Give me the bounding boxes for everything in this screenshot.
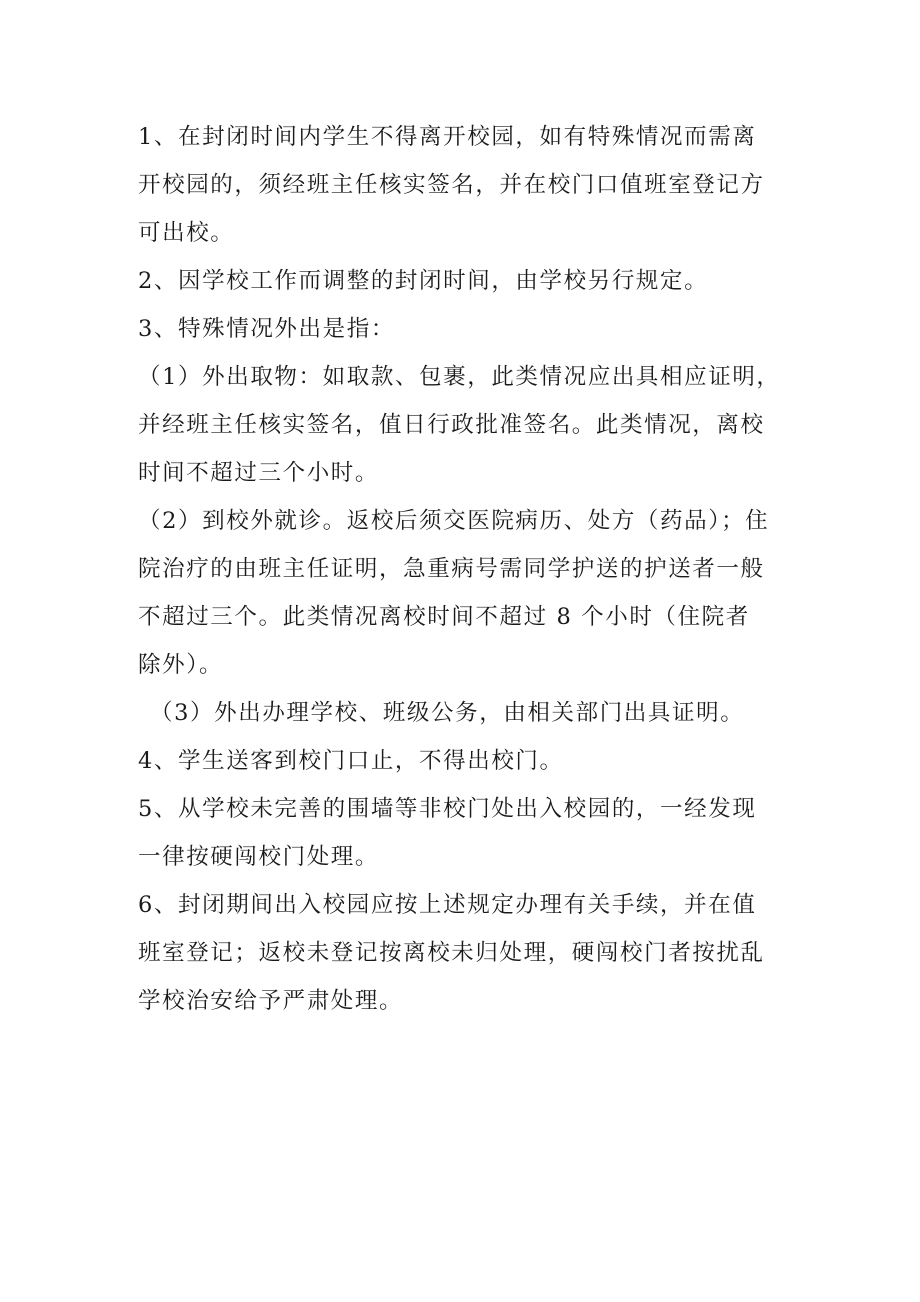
text-line: 不超过三个。此类情况离校时间不超过 8 个小时（住院者 [138, 604, 750, 630]
paragraph-rule-4 [138, 737, 798, 785]
text-line: 一律按硬闯校门处理。 [138, 844, 380, 870]
document-body [138, 113, 798, 1025]
text-line: （1）外出取物：如取款、包裹，此类情况应出具相应证明， [138, 364, 781, 390]
paragraph-rule-3-1 [138, 353, 798, 497]
text-line: 开校园的，须经班主任核实签名，并在校门口值班室登记方 [138, 172, 765, 198]
text-line: 可出校。 [138, 220, 235, 246]
paragraph-rule-3 [138, 305, 798, 353]
text-line: 班室登记；返校未登记按离校未归处理，硬闯校门者按扰乱 [138, 940, 765, 966]
paragraph-rule-2 [138, 257, 798, 305]
text-line: 时间不超过三个小时。 [138, 460, 380, 486]
text-line: 5、从学校未完善的围墙等非校门处出入校园的，一经发现 [138, 796, 757, 822]
paragraph-rule-3-3 [138, 689, 798, 737]
paragraph-rule-1 [138, 113, 798, 257]
paragraph-rule-5 [138, 785, 798, 881]
text-line: （2）到校外就诊。返校后须交医院病历、处方（药品）；住 [138, 508, 770, 534]
text-line: 学校治安给予严肃处理。 [138, 988, 404, 1014]
text-line: 并经班主任核实签名，值日行政批准签名。此类情况，离校 [138, 412, 765, 438]
text-line: 6、封闭期间出入校园应按上述规定办理有关手续，并在值 [138, 892, 757, 918]
text-line: 2、因学校工作而调整的封闭时间，由学校另行规定。 [138, 268, 709, 294]
paragraph-rule-3-2 [138, 497, 798, 689]
text-line: （3）外出办理学校、班级公务，由相关部门出具证明。 [150, 700, 745, 726]
text-line: 除外）。 [138, 652, 224, 678]
text-line: 4、学生送客到校门口止，不得出校门。 [138, 748, 564, 774]
paragraph-rule-6 [138, 881, 798, 1025]
text-line: 1、在封闭时间内学生不得离开校园，如有特殊情况而需离 [138, 124, 757, 150]
text-line: 3、特殊情况外出是指： [138, 316, 395, 342]
text-line: 院治疗的由班主任证明，急重病号需同学护送的护送者一般 [138, 556, 765, 582]
